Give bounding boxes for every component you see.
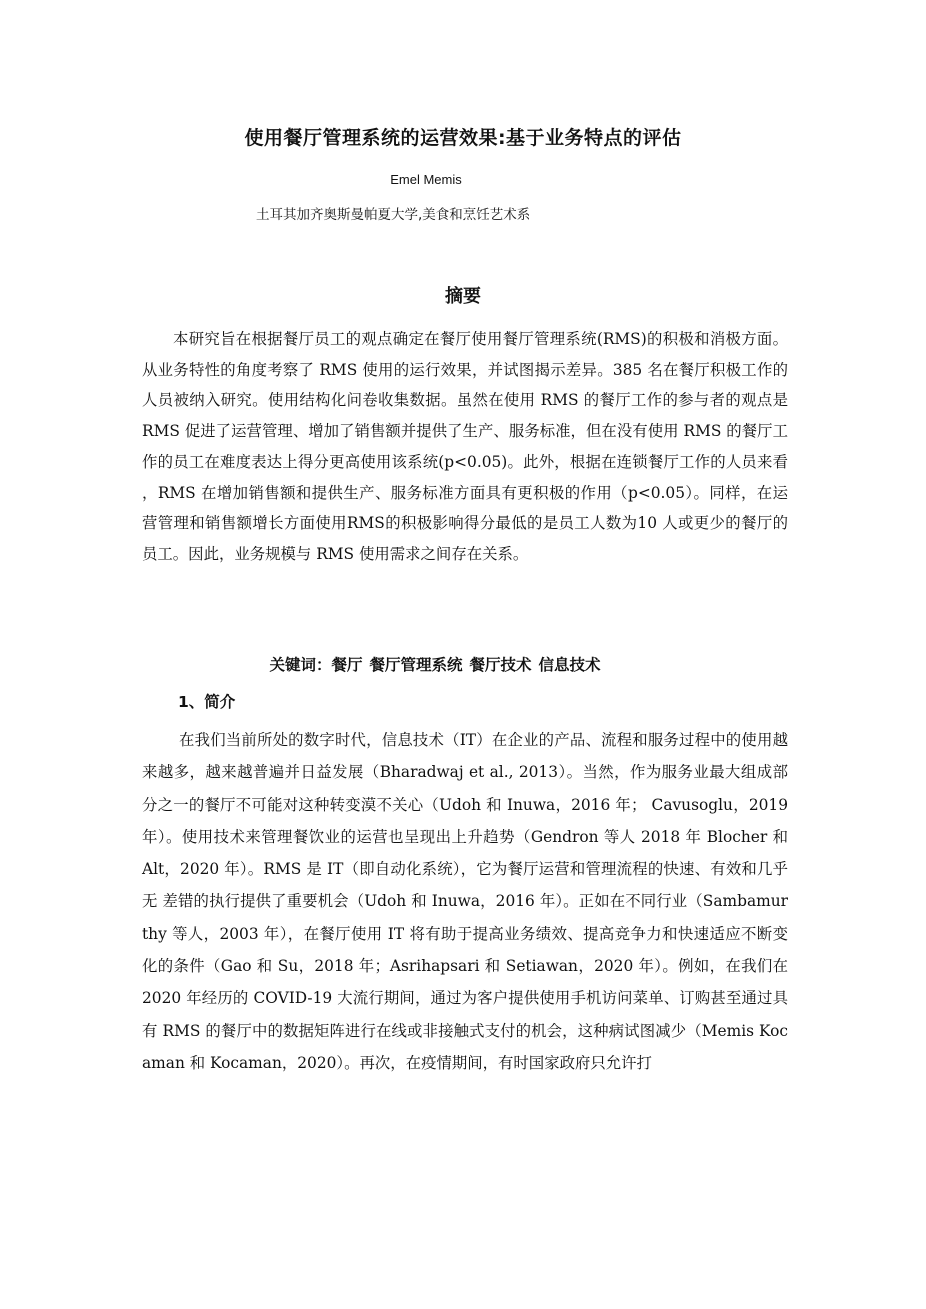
keyword: 信息技术: [538, 656, 601, 674]
abstract-heading: 摘要: [445, 286, 481, 307]
keywords-label: 关键词：: [269, 656, 332, 674]
intro-heading: 1、简介: [178, 693, 236, 711]
keywords-line: [0, 651, 870, 679]
keyword: 餐厅管理系统: [369, 656, 463, 674]
abstract-paragraph: 本研究旨在根据餐厅员工的观点确定在餐厅使用餐厅管理系统(RMS)的积极和消极方面。从业务特性的角度考察了 RMS 使用的运行效果，并试图揭示差异。385 名在餐厅积极工作的人员被纳入研究。使用结构化问卷收集数据。虽然在使用 RMS 的餐厅工作的参与者的观点是 RMS 促进了运营管理、增加了销售额并提供了生产、服务标准，但在没有使用 RMS 的餐厅工作的员工在难度表达上得分更高使用该系统(p<0.05)。此外，根据在连锁餐厅工作的人员来看，RMS 在增加销售额和提供生产、服务标准方面具有更积极的作用（p<0.05）。同样，在运营管理和销售额增长方面使用RMS的积极影响得分最低的是员工人数为10 人或更少的餐厅的员工。因此，业务规模与 RMS 使用需求之间存在关系。: [142, 330, 788, 563]
paper-title: 使用餐厅管理系统的运营效果:基于业务特点的评估: [244, 127, 682, 149]
keyword: 餐厅: [331, 656, 363, 674]
keyword: 餐厅技术: [469, 656, 532, 674]
author-name: Emel Memis: [390, 172, 462, 187]
intro-paragraph: 在我们当前所处的数字时代，信息技术（IT）在企业的产品、流程和服务过程中的使用越来越多，越来越普遍并日益发展（Bharadwaj et al., 2013）。当然，作为服务业最大组成部分之一的餐厅不可能对这种转变漠不关心（Udoh 和 Inuwa，2016 年； Cavusoglu，2019 年）。使用技术来管理餐饮业的运营也呈现出上升趋势（Gendron 等人 2018 年 Blocher 和 Alt，2020 年）。RMS 是 IT（即自动化系统），它为餐厅运营和管理流程的快速、有效和几乎无 差错的执行提供了重要机会（Udoh 和 Inuwa，2016 年）。正如在不同行业（Sambamurthy 等人，2003 年），在餐厅使用 IT 将有助于提高业务绩效、提高竞争力和快速适应不断变化的条件（Gao 和 Su，2018 年；Asrihapsari 和 Setiawan，2020 年）。例如，在我们在 2020 年经历的 COVID-19 大流行期间，通过为客户提供使用手机访问菜单、订购甚至通过具有 RMS 的餐厅中的数据矩阵进行在线或非接触式支付的机会，这种病试图减少（Memis Kocaman 和 Kocaman，2020）。再次，在疫情期间，有时国家政府只允许打: [142, 731, 788, 1072]
author-affiliation: 土耳其加齐奥斯曼帕夏大学,美食和烹饪艺术系: [256, 207, 531, 223]
